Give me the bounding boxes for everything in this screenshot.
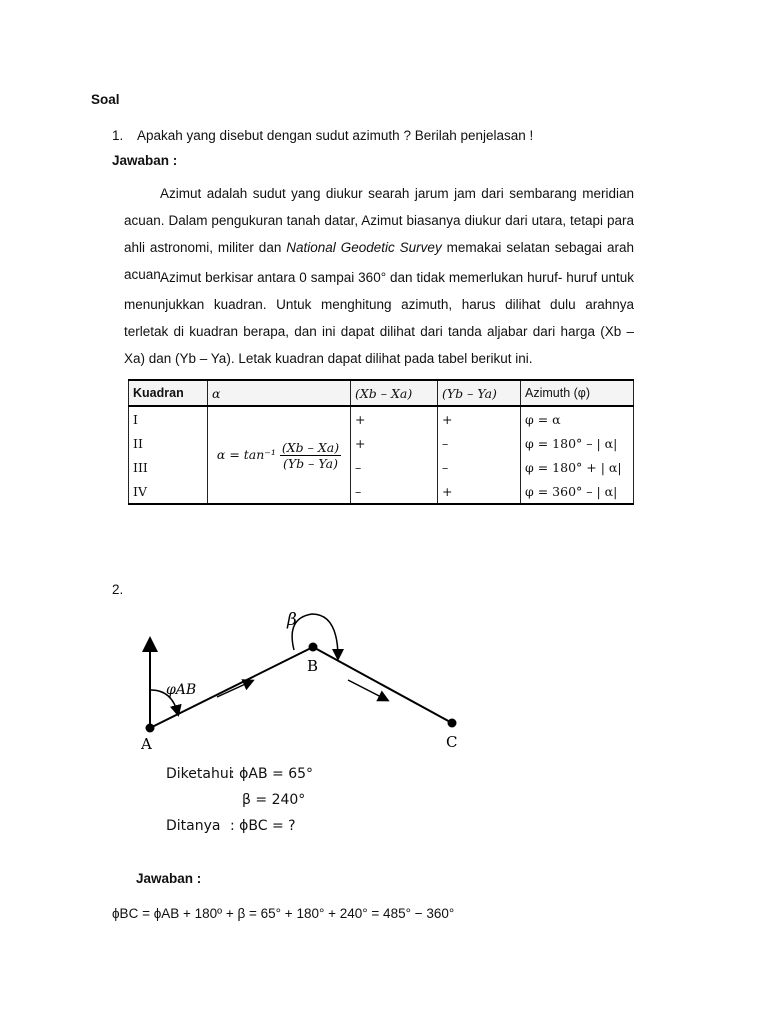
beta-label: β xyxy=(287,610,297,630)
point-a-marker xyxy=(146,724,155,733)
given-phi-ab: : ϕAB = 65° xyxy=(230,766,314,782)
cell-y-sign: + xyxy=(438,406,521,431)
point-b-label: B xyxy=(307,657,319,675)
national-geodetic-survey-term: National Geodetic Survey xyxy=(286,240,442,255)
line-bc xyxy=(313,647,452,723)
given-beta: β = 240° xyxy=(242,792,306,808)
header-kuadran: Kuadran xyxy=(129,380,208,406)
question-1-number: 1. xyxy=(112,128,124,143)
direction-arrow-bc xyxy=(348,680,387,700)
asked-phi-bc: : ϕBC = ? xyxy=(230,818,296,834)
beta-arc xyxy=(292,614,338,658)
answer-1-paragraph-2: Azimut berkisar antara 0 sampai 360° dan tidak memerlukan huruf- huruf untuk menunjukkan kuadran. Untuk menghitung azimuth, harus dilihat dulu arahnya terletak di kuadran berapa, dan ini dapat dilihat dari tanda aljabar dari harga (Xb – Xa) dan (Yb – Ya). Letak kuadran dapat dilihat pada tabel berikut ini. xyxy=(124,270,634,366)
phi-ab-label: φAB xyxy=(166,682,197,698)
cell-azimuth: φ = 360° – | α| xyxy=(521,479,634,504)
cell-azimuth: φ = 180° – | α| xyxy=(521,431,634,455)
cell-kuadran: I xyxy=(129,406,208,431)
point-c-marker xyxy=(448,719,457,728)
cell-azimuth: φ = 180° + | α| xyxy=(521,455,634,479)
cell-azimuth: φ = α xyxy=(521,406,634,431)
answer-1-label: Jawaban : xyxy=(112,153,178,168)
cell-y-sign: + xyxy=(438,479,521,504)
cell-x-sign: + xyxy=(351,431,438,455)
point-c-label: C xyxy=(446,733,458,751)
cell-x-sign: – xyxy=(351,479,438,504)
cell-kuadran: II xyxy=(129,431,208,455)
cell-y-sign: – xyxy=(438,455,521,479)
direction-arrow-ab xyxy=(217,681,252,697)
header-x-diff: (Xb – Xa) xyxy=(351,380,438,406)
header-y-diff: (Yb – Ya) xyxy=(438,380,521,406)
cell-x-sign: – xyxy=(351,455,438,479)
cell-kuadran: III xyxy=(129,455,208,479)
cell-x-sign: + xyxy=(351,406,438,431)
given-label: Diketahui xyxy=(166,766,233,782)
answer-2-label: Jawaban : xyxy=(136,871,202,886)
question-2-number: 2. xyxy=(112,582,124,597)
section-heading: Soal xyxy=(91,92,120,107)
question-1-text: Apakah yang disebut dengan sudut azimuth ? Berilah penjelasan ! xyxy=(137,128,534,143)
header-alpha: α xyxy=(208,380,351,406)
header-azimuth: Azimuth (φ) xyxy=(521,380,634,406)
cell-y-sign: – xyxy=(438,431,521,455)
cell-kuadran: IV xyxy=(129,479,208,504)
point-a-label: A xyxy=(141,735,152,753)
cell-alpha-formula: α = tan⁻¹ $\frac{(Xb - Xa)}{(Yb - Ya)}$ xyxy=(208,406,351,504)
answer-2-formula: ϕBC = ϕAB + 180º + β = 65° + 180° + 240° = 485° − 360° xyxy=(112,906,455,921)
answer-1-paragraph-1: Azimut adalah sudut yang diukur searah jarum jam dari sembarang meridian acuan. Dalam pengukuran tanah datar, Azimut biasanya diukur dari utara, tetapi para ahli astronomi, militer dan National Geodetic Survey memakai selatan sebagai arah acuan. xyxy=(124,186,634,282)
point-b-marker xyxy=(309,643,318,652)
asked-label: Ditanya xyxy=(166,818,221,834)
